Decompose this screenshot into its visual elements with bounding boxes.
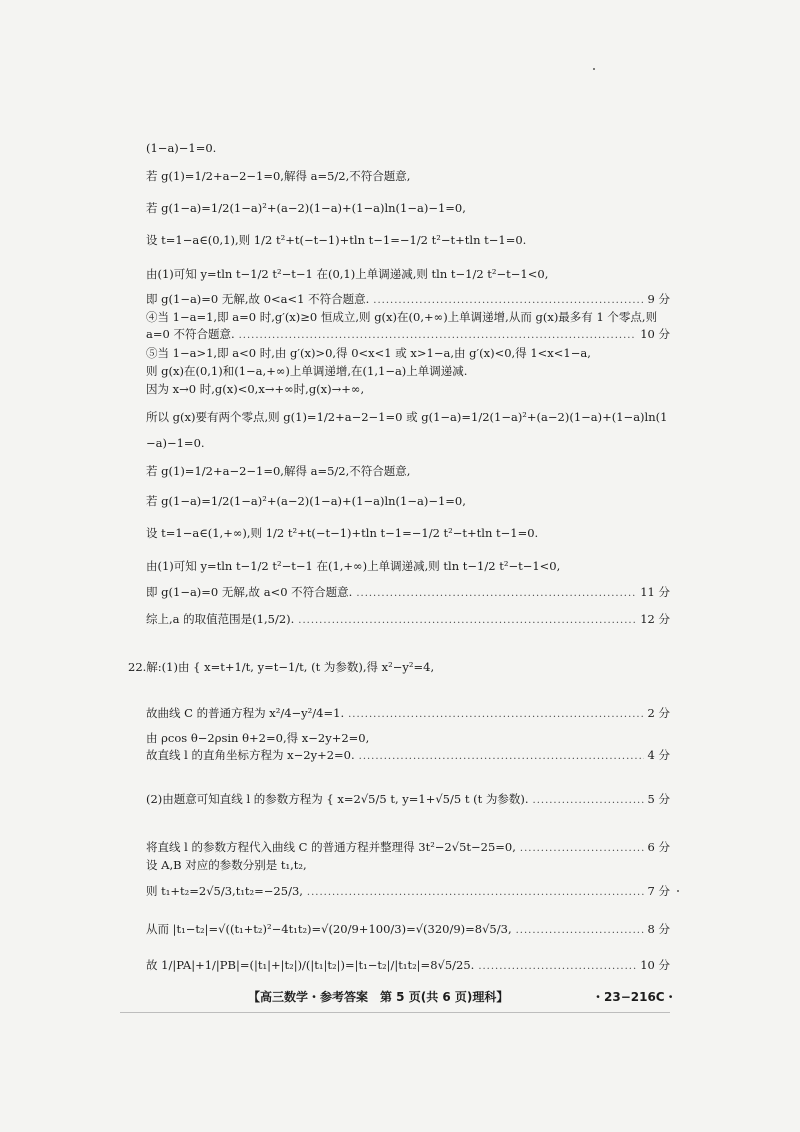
solution-line: 设 t=1−a∈(0,1),则 1/2 t²+t(−t−1)+tln t−1=−1/2 t²−t+tln t−1=0. xyxy=(146,233,527,247)
score-mark: 10 分 xyxy=(640,958,670,972)
solution-text: 故曲线 C 的普通方程为 x²/4−y²/4=1. xyxy=(146,706,345,720)
scored-line xyxy=(146,922,670,938)
scored-line xyxy=(146,706,670,722)
scan-speck xyxy=(677,890,679,892)
solution-text: a=0 不符合题意. xyxy=(146,327,235,341)
score-mark: 12 分 xyxy=(640,612,670,626)
solution-line: 设 t=1−a∈(1,+∞),则 1/2 t²+t(−t−1)+tln t−1=−1/2 t²−t+tln t−1=0. xyxy=(146,526,539,540)
leader-dots xyxy=(298,614,636,628)
leader-dots xyxy=(373,294,643,308)
footer-divider xyxy=(120,1012,670,1013)
scored-line xyxy=(146,612,670,628)
solution-text: 即 g(1−a)=0 无解,故 a<0 不符合题意. xyxy=(146,585,353,599)
solution-line: 因为 x→0 时,g(x)<0,x→+∞时,g(x)→+∞, xyxy=(146,382,365,396)
solution-line: ⑤当 1−a>1,即 a<0 时,由 g′(x)>0,得 0<x<1 或 x>1−a,由 g′(x)<0,得 1<x<1−a, xyxy=(146,346,591,360)
score-mark: 10 分 xyxy=(640,327,670,341)
solution-text: 从而 |t₁−t₂|=√((t₁+t₂)²−4t₁t₂)=√(20/9+100/3)=√(320/9)=8√5/3, xyxy=(146,922,512,936)
solution-line: 若 g(1−a)=1/2(1−a)²+(a−2)(1−a)+(1−a)ln(1−a)−1=0, xyxy=(146,201,466,215)
score-mark: 11 分 xyxy=(640,585,670,599)
scored-line xyxy=(146,292,670,308)
leader-dots xyxy=(239,329,637,343)
solution-line: 则 g(x)在(0,1)和(1−a,+∞)上单调递增,在(1,1−a)上单调递减. xyxy=(146,364,468,378)
solution-line: 由 ρcos θ−2ρsin θ+2=0,得 x−2y+2=0, xyxy=(146,731,370,745)
solution-text: 将直线 l 的参数方程代入曲线 C 的普通方程并整理得 3t²−2√5t−25=0, xyxy=(146,840,516,854)
solution-line: 所以 g(x)要有两个零点,则 g(1)=1/2+a−2−1=0 或 g(1−a)=1/2(1−a)²+(a−2)(1−a)+(1−a)ln(1 xyxy=(146,410,668,424)
score-mark: 8 分 xyxy=(647,922,670,936)
leader-dots xyxy=(359,750,644,764)
scored-line xyxy=(146,840,670,856)
scored-line xyxy=(146,884,670,900)
scan-speck xyxy=(593,68,595,70)
leader-dots xyxy=(307,886,644,900)
leader-dots xyxy=(348,708,643,722)
leader-dots xyxy=(516,924,644,938)
scored-line xyxy=(146,792,670,808)
solution-line: 若 g(1)=1/2+a−2−1=0,解得 a=5/2,不符合题意, xyxy=(146,169,411,183)
solution-line: ④当 1−a=1,即 a=0 时,g′(x)≥0 恒成立,则 g(x)在(0,+∞)上单调递增,从而 g(x)最多有 1 个零点,则 xyxy=(146,310,658,324)
scored-line xyxy=(146,958,670,974)
problem-22-start: 22.解:(1)由 { x=t+1/t, y=t−1/t, (t 为参数),得 x²−y²=4, xyxy=(128,660,435,674)
solution-text: 则 t₁+t₂=2√5/3,t₁t₂=−25/3, xyxy=(146,884,303,898)
scored-line xyxy=(146,748,670,764)
page-footer-code: ・23−216C・ xyxy=(592,990,677,1004)
solution-line: 由(1)可知 y=tln t−1/2 t²−t−1 在(0,1)上单调递减,则 tln t−1/2 t²−t−1<0, xyxy=(146,267,549,281)
solution-text: (2)由题意可知直线 l 的参数方程为 { x=2√5/5 t, y=1+√5/5 t (t 为参数). xyxy=(146,792,529,806)
scored-line xyxy=(146,585,670,601)
leader-dots xyxy=(478,960,636,974)
solution-text: 即 g(1−a)=0 无解,故 0<a<1 不符合题意. xyxy=(146,292,370,306)
solution-line: 由(1)可知 y=tln t−1/2 t²−t−1 在(1,+∞)上单调递减,则 tln t−1/2 t²−t−1<0, xyxy=(146,559,561,573)
leader-dots xyxy=(520,842,644,856)
score-mark: 2 分 xyxy=(647,706,670,720)
score-mark: 4 分 xyxy=(647,748,670,762)
solution-line: (1−a)−1=0. xyxy=(146,141,217,155)
leader-dots xyxy=(356,587,636,601)
solution-text: 故直线 l 的直角坐标方程为 x−2y+2=0. xyxy=(146,748,355,762)
solution-text: 综上,a 的取值范围是(1,5/2). xyxy=(146,612,295,626)
score-mark: 6 分 xyxy=(647,840,670,854)
solution-line: 若 g(1)=1/2+a−2−1=0,解得 a=5/2,不符合题意, xyxy=(146,464,411,478)
solution-line: −a)−1=0. xyxy=(146,436,205,450)
solution-text: 故 1/|PA|+1/|PB|=(|t₁|+|t₂|)/(|t₁|t₂|)=|t₁−t₂|/|t₁t₂|=8√5/25. xyxy=(146,958,475,972)
solution-line: 设 A,B 对应的参数分别是 t₁,t₂, xyxy=(146,858,307,872)
score-mark: 5 分 xyxy=(647,792,670,806)
page-footer-label: 【高三数学・参考答案 第 5 页(共 6 页)理科】 xyxy=(248,990,509,1004)
score-mark: 7 分 xyxy=(647,884,670,898)
solution-line: 若 g(1−a)=1/2(1−a)²+(a−2)(1−a)+(1−a)ln(1−a)−1=0, xyxy=(146,494,466,508)
scored-line xyxy=(146,327,670,343)
score-mark: 9 分 xyxy=(647,292,670,306)
leader-dots xyxy=(533,794,644,808)
